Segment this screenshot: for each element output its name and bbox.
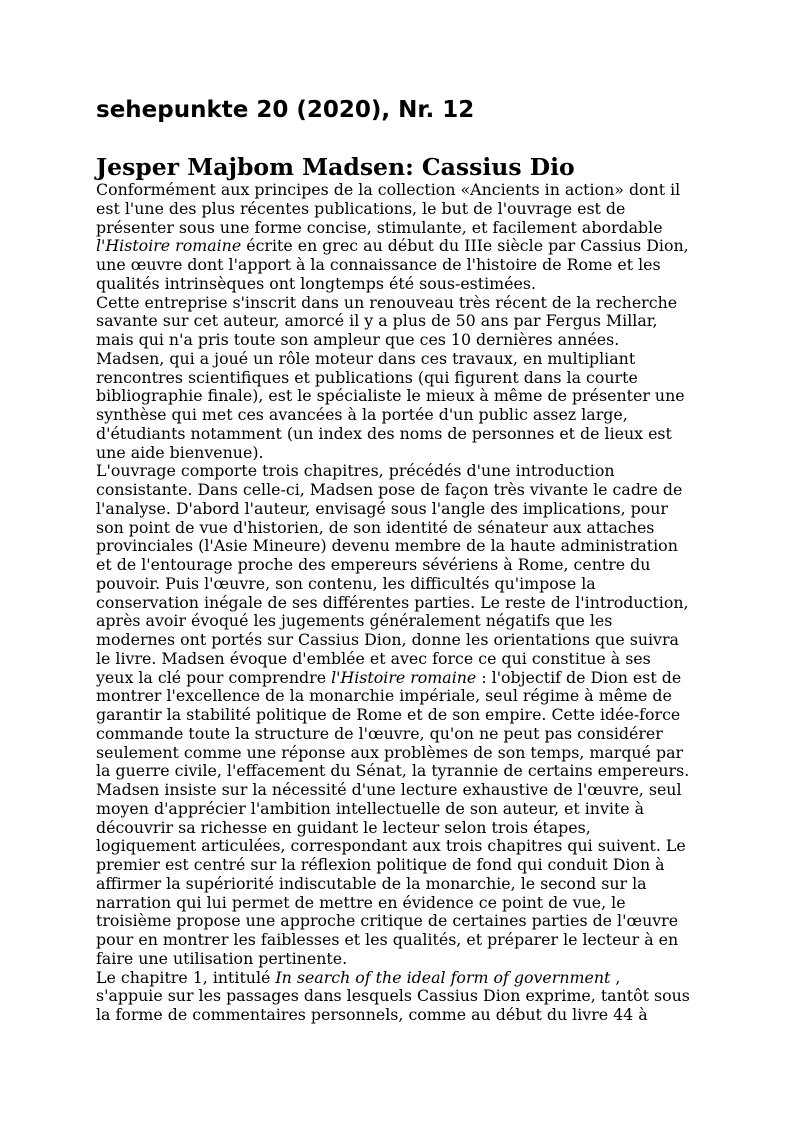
text-line bbox=[96, 294, 711, 313]
text-segment: Madsen, qui a joué un rôle moteur dans ces travaux, en multipliant bbox=[96, 348, 636, 368]
text-segment: présenter sous une forme concise, stimulante, et facilement abordable bbox=[96, 217, 663, 237]
text-segment: faire une utilisation pertinente. bbox=[96, 948, 348, 968]
text-line bbox=[96, 594, 711, 613]
text-line bbox=[96, 444, 711, 463]
text-line bbox=[96, 687, 711, 706]
text-segment: logiquement articulées, correspondant aux trois chapitres qui suivent. Le bbox=[96, 836, 686, 856]
text-segment: yeux la clé pour comprendre bbox=[96, 667, 332, 687]
text-line bbox=[96, 237, 711, 256]
text-segment: Le chapitre 1, intitulé bbox=[96, 967, 276, 987]
text-line bbox=[96, 425, 711, 444]
text-line bbox=[96, 987, 711, 1006]
text-segment: synthèse qui met ces avancées à la portée d'un public assez large, bbox=[96, 405, 628, 424]
review-body bbox=[96, 181, 711, 1025]
text-segment: mais qui n'a pris toute son ampleur que ces 10 dernières années. bbox=[96, 330, 620, 349]
text-line bbox=[96, 181, 711, 200]
text-segment: une œuvre dont l'apport à la connaissance de l'histoire de Rome et les bbox=[96, 255, 661, 274]
text-segment: pour en montrer les faiblesses et les qualités, et préparer le lecteur à en bbox=[96, 930, 679, 949]
text-segment: est l'une des plus récentes publications, le but de l'ouvrage est de bbox=[96, 198, 626, 218]
text-line bbox=[96, 931, 711, 950]
document-page bbox=[96, 92, 711, 1024]
text-line bbox=[96, 519, 711, 538]
text-segment: montrer l'excellence de la monarchie impériale, seul régime à même de bbox=[96, 686, 672, 706]
text-segment: et de l'entourage proche des empereurs sévériens à Rome, centre du bbox=[96, 555, 651, 574]
text-segment: conservation inégale de ses différentes parties. Le reste de l'introduction, bbox=[96, 592, 689, 612]
text-segment: la forme de commentaires personnels, comme au début du livre 44 à bbox=[96, 1005, 648, 1024]
text-line bbox=[96, 387, 711, 406]
text-line bbox=[96, 500, 711, 519]
text-line bbox=[96, 1006, 711, 1025]
text-line bbox=[96, 819, 711, 838]
text-segment: seulement comme une réponse aux problèmes de son temps, marqué par bbox=[96, 742, 684, 762]
text-line bbox=[96, 650, 711, 669]
text-segment: le livre. Madsen évoque d'emblée et avec force ce qui constitue à ses bbox=[96, 648, 651, 668]
text-line bbox=[96, 837, 711, 856]
text-segment: Conformément aux principes de la collection «Ancients in action» dont il bbox=[96, 180, 681, 199]
text-line bbox=[96, 856, 711, 875]
text-line bbox=[96, 781, 711, 800]
text-segment: moyen d'apprécier l'ambition intellectuelle de son auteur, et invite à bbox=[96, 798, 645, 818]
text-line bbox=[96, 406, 711, 425]
text-line bbox=[96, 669, 711, 688]
text-line bbox=[96, 744, 711, 763]
text-line bbox=[96, 481, 711, 500]
text-line bbox=[96, 894, 711, 913]
text-line bbox=[96, 631, 711, 650]
italic-title: l'Histoire romaine bbox=[96, 236, 242, 256]
journal-title: sehepunkte 20 (2020), Nr. 12 bbox=[96, 97, 475, 123]
text-segment: l'analyse. D'abord l'auteur, envisagé sous l'angle des implications, pour bbox=[96, 498, 668, 518]
text-line bbox=[96, 219, 711, 238]
text-line bbox=[96, 275, 711, 294]
text-line bbox=[96, 462, 711, 481]
text-segment: premier est centré sur la réflexion politique de fond qui conduit Dion à bbox=[96, 855, 665, 874]
text-line bbox=[96, 200, 711, 219]
text-segment: son point de vue d'historien, de son identité de sénateur aux attaches bbox=[96, 517, 655, 537]
text-segment: Cette entreprise s'inscrit dans un renouveau très récent de la recherche bbox=[96, 292, 678, 312]
text-line bbox=[96, 912, 711, 931]
text-line bbox=[96, 575, 711, 594]
text-segment: modernes ont portés sur Cassius Dion, donne les orientations que suivra bbox=[96, 630, 679, 649]
text-segment: s'appuie sur les passages dans lesquels Cassius Dion exprime, tantôt sous bbox=[96, 986, 690, 1006]
italic-title: l'Histoire romaine bbox=[331, 667, 477, 687]
text-segment: affirmer la supériorité indiscutable de la monarchie, le second sur la bbox=[96, 873, 647, 893]
text-segment: écrite en grec au début du IIIe siècle par Cassius Dion, bbox=[241, 236, 689, 256]
text-line bbox=[96, 556, 711, 575]
text-line bbox=[96, 350, 711, 369]
text-segment: consistante. Dans celle-ci, Madsen pose de façon très vivante le cadre de bbox=[96, 480, 683, 499]
text-segment: narration qui lui permet de mettre en évidence ce point de vue, le bbox=[96, 892, 626, 912]
text-line bbox=[96, 331, 711, 350]
text-line bbox=[96, 312, 711, 331]
text-line bbox=[96, 762, 711, 781]
italic-title: In search of the ideal form of government bbox=[275, 967, 611, 987]
text-segment: une aide bienvenue). bbox=[96, 442, 264, 462]
text-segment: après avoir évoqué les jugements généralement négatifs que les bbox=[96, 611, 613, 631]
text-segment: découvrir sa richesse en guidant le lecteur selon trois étapes, bbox=[96, 817, 591, 837]
text-line bbox=[96, 537, 711, 556]
text-segment: troisième propose une approche critique de certaines parties de l'œuvre bbox=[96, 911, 679, 931]
text-segment: L'ouvrage comporte trois chapitres, précédés d'une introduction bbox=[96, 461, 615, 481]
text-line bbox=[96, 369, 711, 388]
text-segment: Madsen insiste sur la nécessité d'une lecture exhaustive de l'œuvre, seul bbox=[96, 780, 682, 799]
text-segment: bibliographie finale), est le spécialiste le mieux à même de présenter une bbox=[96, 386, 685, 406]
text-segment: commande toute la structure de l'œuvre, qu'on ne peut pas considérer bbox=[96, 723, 663, 743]
text-segment: qualités intrinsèques ont longtemps été sous-estimées. bbox=[96, 273, 536, 293]
text-line bbox=[96, 950, 711, 969]
text-segment: savante sur cet auteur, amorcé il y a plus de 50 ans par Fergus Millar, bbox=[96, 311, 658, 331]
text-line bbox=[96, 800, 711, 819]
text-line bbox=[96, 612, 711, 631]
text-segment: , bbox=[610, 967, 621, 987]
text-line bbox=[96, 725, 711, 744]
text-segment: d'étudiants notamment (un index des noms de personnes et de lieux est bbox=[96, 423, 672, 443]
text-segment: : l'objectif de Dion est de bbox=[476, 667, 682, 687]
text-segment: rencontres scientifiques et publications (qui figurent dans la courte bbox=[96, 367, 638, 387]
text-segment: pouvoir. Puis l'œuvre, son contenu, les difficultés qu'impose la bbox=[96, 573, 596, 593]
text-segment: garantir la stabilité politique de Rome et de son empire. Cette idée-force bbox=[96, 705, 681, 724]
text-line bbox=[96, 256, 711, 275]
review-title: Jesper Majbom Madsen: Cassius Dio bbox=[96, 153, 575, 181]
text-line bbox=[96, 706, 711, 725]
text-segment: provinciales (l'Asie Mineure) devenu membre de la haute administration bbox=[96, 536, 678, 556]
text-line bbox=[96, 969, 711, 988]
text-segment: la guerre civile, l'effacement du Sénat, la tyrannie de certains empereurs. bbox=[96, 761, 690, 781]
text-line bbox=[96, 875, 711, 894]
